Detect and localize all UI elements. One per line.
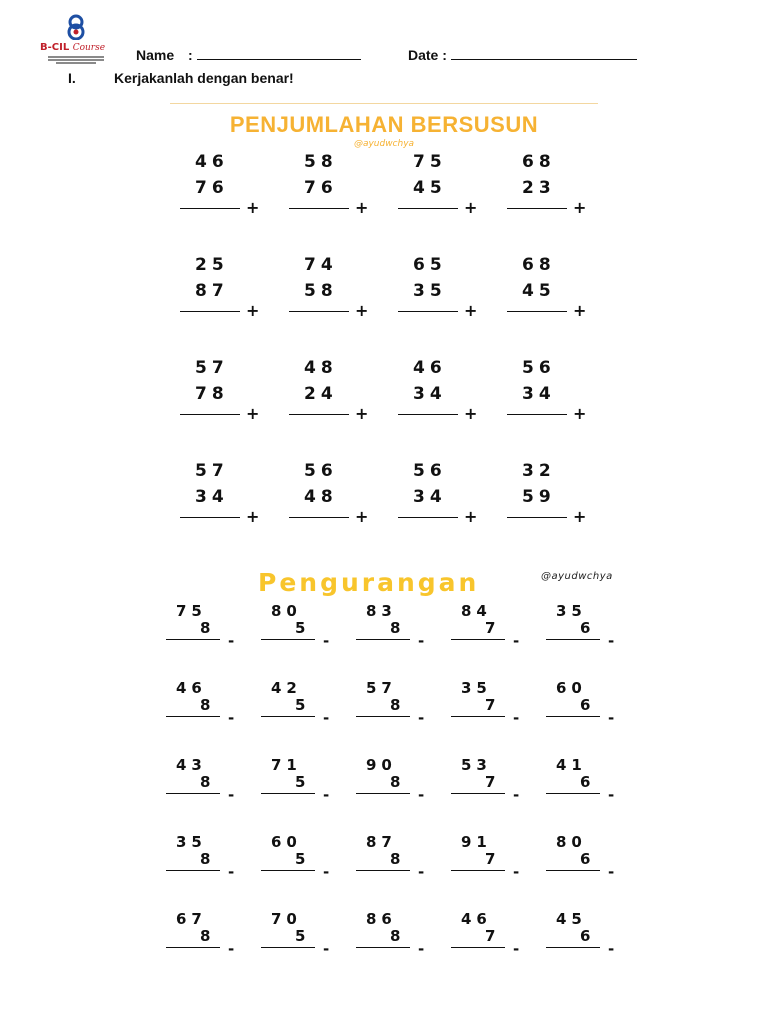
second-number: 58 bbox=[304, 281, 338, 301]
operator-sign: - bbox=[323, 863, 330, 881]
first-number: 42 bbox=[271, 679, 302, 697]
operator-sign: + bbox=[355, 507, 369, 526]
first-number: 43 bbox=[176, 756, 207, 774]
operator-sign: - bbox=[228, 632, 235, 650]
first-number: 35 bbox=[556, 602, 587, 620]
second-number: 7 bbox=[485, 619, 501, 637]
operator-sign: - bbox=[513, 709, 520, 727]
second-number: 24 bbox=[304, 384, 338, 404]
second-number: 8 bbox=[390, 773, 406, 791]
operator-sign: - bbox=[608, 940, 615, 958]
operator-sign: + bbox=[573, 198, 587, 217]
first-number: 86 bbox=[366, 910, 397, 928]
answer-line[interactable] bbox=[180, 208, 240, 209]
operator-sign: + bbox=[573, 301, 587, 320]
second-number: 8 bbox=[390, 927, 406, 945]
second-number: 5 bbox=[295, 696, 311, 714]
answer-line[interactable] bbox=[451, 793, 505, 794]
answer-line[interactable] bbox=[356, 870, 410, 871]
first-number: 91 bbox=[461, 833, 492, 851]
answer-line[interactable] bbox=[546, 639, 600, 640]
second-number: 35 bbox=[413, 281, 447, 301]
first-number: 60 bbox=[556, 679, 587, 697]
operator-sign: - bbox=[418, 709, 425, 727]
instruction-number: I. bbox=[68, 70, 76, 86]
answer-line[interactable] bbox=[356, 947, 410, 948]
second-number: 59 bbox=[522, 487, 556, 507]
second-number: 8 bbox=[390, 619, 406, 637]
second-number: 34 bbox=[413, 384, 447, 404]
operator-sign: - bbox=[608, 786, 615, 804]
section-divider bbox=[170, 103, 598, 104]
first-number: 90 bbox=[366, 756, 397, 774]
operator-sign: - bbox=[228, 863, 235, 881]
second-number: 8 bbox=[200, 927, 216, 945]
operator-sign: - bbox=[513, 940, 520, 958]
second-number: 5 bbox=[295, 850, 311, 868]
answer-line[interactable] bbox=[507, 517, 567, 518]
first-number: 68 bbox=[522, 152, 556, 172]
first-number: 46 bbox=[195, 152, 229, 172]
answer-line[interactable] bbox=[398, 517, 458, 518]
operator-sign: + bbox=[573, 507, 587, 526]
answer-line[interactable] bbox=[356, 793, 410, 794]
second-number: 6 bbox=[580, 773, 596, 791]
answer-line[interactable] bbox=[356, 639, 410, 640]
second-number: 5 bbox=[295, 927, 311, 945]
answer-line[interactable] bbox=[546, 793, 600, 794]
logo-wordmark: B-CIL Course bbox=[40, 42, 106, 53]
first-number: 75 bbox=[176, 602, 207, 620]
first-number: 35 bbox=[461, 679, 492, 697]
operator-sign: + bbox=[464, 301, 478, 320]
logo-b-icon bbox=[65, 14, 87, 40]
first-number: 46 bbox=[461, 910, 492, 928]
answer-line[interactable] bbox=[166, 716, 220, 717]
second-number: 8 bbox=[200, 696, 216, 714]
operator-sign: - bbox=[418, 940, 425, 958]
second-number: 8 bbox=[200, 619, 216, 637]
answer-line[interactable] bbox=[451, 716, 505, 717]
first-number: 57 bbox=[366, 679, 397, 697]
answer-line[interactable] bbox=[261, 870, 315, 871]
date-label: Date : bbox=[408, 47, 447, 63]
second-number: 87 bbox=[195, 281, 229, 301]
second-number: 6 bbox=[580, 850, 596, 868]
operator-sign: + bbox=[355, 198, 369, 217]
answer-line[interactable] bbox=[451, 947, 505, 948]
answer-line[interactable] bbox=[356, 716, 410, 717]
answer-line[interactable] bbox=[180, 517, 240, 518]
first-number: 84 bbox=[461, 602, 492, 620]
operator-sign: - bbox=[608, 709, 615, 727]
second-number: 48 bbox=[304, 487, 338, 507]
first-number: 41 bbox=[556, 756, 587, 774]
answer-line[interactable] bbox=[398, 414, 458, 415]
answer-line[interactable] bbox=[261, 793, 315, 794]
operator-sign: + bbox=[246, 198, 260, 217]
second-number: 34 bbox=[413, 487, 447, 507]
answer-line[interactable] bbox=[166, 947, 220, 948]
operator-sign: - bbox=[323, 940, 330, 958]
first-number: 57 bbox=[195, 461, 229, 481]
answer-line[interactable] bbox=[289, 311, 349, 312]
operator-sign: - bbox=[228, 786, 235, 804]
first-number: 25 bbox=[195, 255, 229, 275]
second-number: 7 bbox=[485, 927, 501, 945]
first-number: 68 bbox=[522, 255, 556, 275]
operator-sign: - bbox=[513, 632, 520, 650]
answer-line[interactable] bbox=[166, 870, 220, 871]
first-number: 45 bbox=[556, 910, 587, 928]
name-field[interactable]: Name : bbox=[136, 47, 361, 63]
answer-line[interactable] bbox=[180, 311, 240, 312]
answer-line[interactable] bbox=[451, 639, 505, 640]
second-number: 5 bbox=[295, 619, 311, 637]
answer-line[interactable] bbox=[289, 208, 349, 209]
second-number: 76 bbox=[304, 178, 338, 198]
date-blank[interactable] bbox=[451, 47, 637, 60]
second-number: 6 bbox=[580, 696, 596, 714]
first-number: 71 bbox=[271, 756, 302, 774]
first-number: 80 bbox=[271, 602, 302, 620]
second-number: 8 bbox=[390, 850, 406, 868]
answer-line[interactable] bbox=[507, 208, 567, 209]
first-number: 83 bbox=[366, 602, 397, 620]
operator-sign: - bbox=[418, 863, 425, 881]
second-number: 8 bbox=[200, 850, 216, 868]
operator-sign: - bbox=[418, 786, 425, 804]
date-field[interactable] bbox=[408, 47, 637, 63]
first-number: 67 bbox=[176, 910, 207, 928]
second-number: 5 bbox=[295, 773, 311, 791]
first-number: 87 bbox=[366, 833, 397, 851]
answer-line[interactable] bbox=[261, 639, 315, 640]
operator-sign: + bbox=[464, 198, 478, 217]
subtraction-handle: @ayudwchya bbox=[541, 571, 613, 582]
operator-sign: - bbox=[513, 863, 520, 881]
subtraction-title: Pengurangan bbox=[258, 568, 480, 597]
answer-line[interactable] bbox=[546, 716, 600, 717]
answer-line[interactable] bbox=[546, 947, 600, 948]
first-number: 56 bbox=[304, 461, 338, 481]
second-number: 8 bbox=[200, 773, 216, 791]
answer-line[interactable] bbox=[507, 311, 567, 312]
logo bbox=[40, 14, 110, 66]
operator-sign: - bbox=[513, 786, 520, 804]
operator-sign: + bbox=[246, 404, 260, 423]
answer-line[interactable] bbox=[261, 947, 315, 948]
first-number: 60 bbox=[271, 833, 302, 851]
operator-sign: - bbox=[418, 632, 425, 650]
first-number: 57 bbox=[195, 358, 229, 378]
answer-line[interactable] bbox=[166, 639, 220, 640]
operator-sign: + bbox=[573, 404, 587, 423]
operator-sign: + bbox=[355, 404, 369, 423]
logo-tagline bbox=[48, 56, 104, 62]
second-number: 6 bbox=[580, 927, 596, 945]
answer-line[interactable] bbox=[507, 414, 567, 415]
second-number: 34 bbox=[195, 487, 229, 507]
operator-sign: - bbox=[323, 632, 330, 650]
addition-title: PENJUMLAHAN BERSUSUN bbox=[229, 112, 539, 137]
operator-sign: + bbox=[355, 301, 369, 320]
second-number: 45 bbox=[522, 281, 556, 301]
operator-sign: - bbox=[323, 709, 330, 727]
second-number: 7 bbox=[485, 696, 501, 714]
answer-line[interactable] bbox=[398, 311, 458, 312]
answer-line[interactable] bbox=[398, 208, 458, 209]
operator-sign: + bbox=[246, 507, 260, 526]
first-number: 56 bbox=[413, 461, 447, 481]
first-number: 46 bbox=[413, 358, 447, 378]
second-number: 78 bbox=[195, 384, 229, 404]
second-number: 6 bbox=[580, 619, 596, 637]
answer-line[interactable] bbox=[261, 716, 315, 717]
first-number: 53 bbox=[461, 756, 492, 774]
first-number: 70 bbox=[271, 910, 302, 928]
operator-sign: - bbox=[323, 786, 330, 804]
second-number: 34 bbox=[522, 384, 556, 404]
second-number: 45 bbox=[413, 178, 447, 198]
first-number: 35 bbox=[176, 833, 207, 851]
first-number: 56 bbox=[522, 358, 556, 378]
second-number: 23 bbox=[522, 178, 556, 198]
addition-handle: @ayudwchya bbox=[353, 139, 415, 149]
first-number: 58 bbox=[304, 152, 338, 172]
second-number: 7 bbox=[485, 773, 501, 791]
operator-sign: - bbox=[608, 863, 615, 881]
answer-line[interactable] bbox=[289, 517, 349, 518]
second-number: 7 bbox=[485, 850, 501, 868]
operator-sign: - bbox=[228, 709, 235, 727]
first-number: 80 bbox=[556, 833, 587, 851]
operator-sign: + bbox=[464, 507, 478, 526]
first-number: 75 bbox=[413, 152, 447, 172]
answer-line[interactable] bbox=[546, 870, 600, 871]
answer-line[interactable] bbox=[289, 414, 349, 415]
answer-line[interactable] bbox=[451, 870, 505, 871]
name-label: Name bbox=[136, 47, 175, 63]
first-number: 65 bbox=[413, 255, 447, 275]
second-number: 8 bbox=[390, 696, 406, 714]
second-number: 76 bbox=[195, 178, 229, 198]
instruction-text: Kerjakanlah dengan benar! bbox=[114, 70, 294, 86]
answer-line[interactable] bbox=[166, 793, 220, 794]
first-number: 32 bbox=[522, 461, 556, 481]
operator-sign: + bbox=[246, 301, 260, 320]
operator-sign: - bbox=[228, 940, 235, 958]
operator-sign: - bbox=[608, 632, 615, 650]
first-number: 74 bbox=[304, 255, 338, 275]
first-number: 48 bbox=[304, 358, 338, 378]
first-number: 46 bbox=[176, 679, 207, 697]
operator-sign: + bbox=[464, 404, 478, 423]
name-blank[interactable] bbox=[197, 47, 361, 60]
answer-line[interactable] bbox=[180, 414, 240, 415]
